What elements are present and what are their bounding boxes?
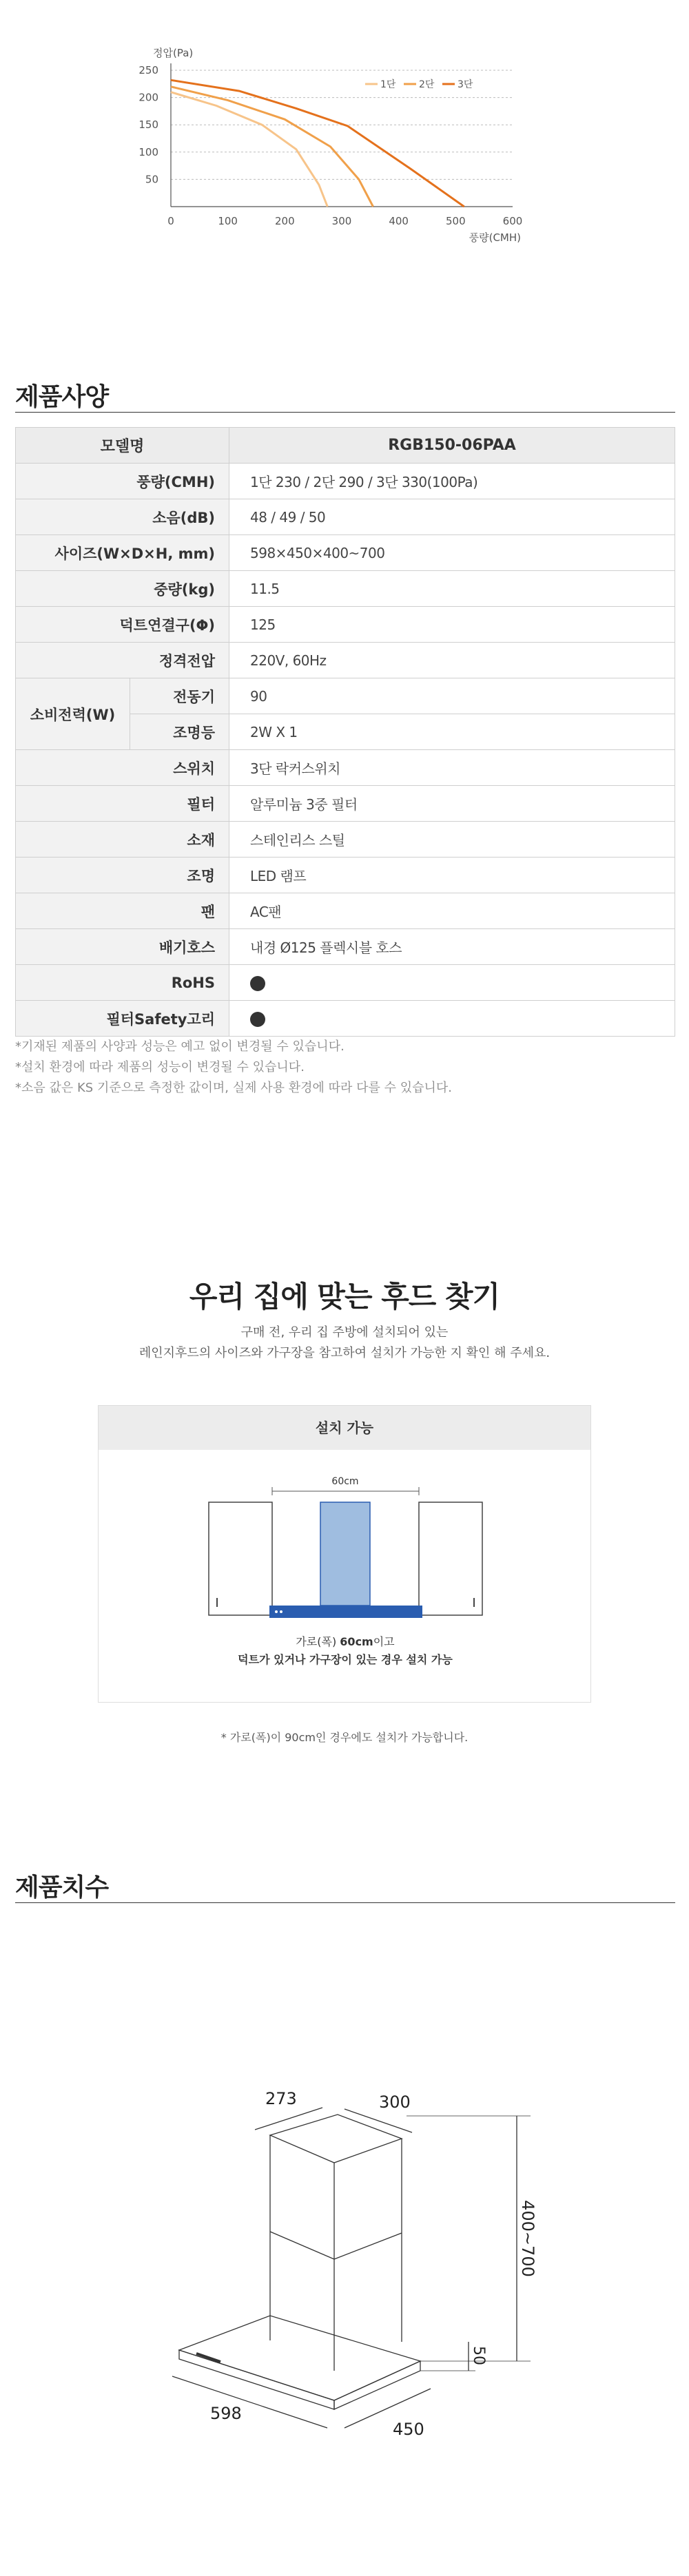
spec-label: 풍량(CMH)	[16, 464, 229, 499]
x-tick-label: 100	[218, 215, 238, 227]
series-line	[171, 80, 464, 207]
duct-cover	[320, 1502, 370, 1606]
y-axis-label: 정압(Pa)	[153, 47, 194, 59]
note-line: *소음 값은 KS 기준으로 측정한 값이며, 실제 사용 환경에 따라 다를 수 있습니다.	[15, 1081, 452, 1095]
spec-value: 48 / 49 / 50	[229, 499, 675, 535]
install-diagram	[99, 1450, 592, 1636]
spec-notes	[15, 1037, 452, 1099]
spec-value: 125	[229, 607, 675, 643]
rohs-label: RoHS	[16, 965, 229, 1001]
series-line	[171, 92, 327, 207]
caption-line-1	[99, 1633, 592, 1651]
canopy-side	[334, 2361, 420, 2409]
spec-value: 3단 락커스위치	[229, 750, 675, 786]
install-card	[98, 1405, 591, 1703]
x-tick-label: 600	[502, 215, 523, 227]
y-tick-label: 100	[138, 145, 158, 158]
filter-safety-value	[229, 1001, 675, 1037]
table-row	[16, 858, 675, 893]
find-note: * 가로(폭)이 90cm인 경우에도 설치가 가능합니다.	[220, 1731, 469, 1744]
filter-safety-label: 필터Safety고리	[16, 1001, 229, 1037]
spec-label: 팬	[16, 893, 229, 929]
x-tick-label: 200	[275, 215, 295, 227]
table-row	[16, 1001, 675, 1037]
spec-value: AC팬	[229, 893, 675, 929]
x-tick-label: 0	[167, 215, 174, 227]
canopy-top	[179, 2316, 420, 2400]
spec-divider	[15, 412, 675, 413]
table-row	[16, 535, 675, 571]
width-label: 60cm	[331, 1476, 359, 1487]
spec-label: 덕트연결구(Φ)	[16, 607, 229, 643]
spec-value: 11.5	[229, 571, 675, 607]
spec-value: 220V, 60Hz	[229, 643, 675, 678]
spec-label: 스위치	[16, 750, 229, 786]
table-row	[16, 750, 675, 786]
table-row	[16, 929, 675, 965]
x-axis-label: 풍량(CMH)	[469, 231, 521, 244]
dim-width-label: 598	[210, 2404, 242, 2423]
caption-bold: 60cm	[340, 1635, 373, 1648]
spec-label: 필터	[16, 786, 229, 822]
table-row	[16, 678, 675, 714]
canopy-front	[179, 2350, 334, 2409]
spec-label: 조명	[16, 858, 229, 893]
spec-label: 소음(dB)	[16, 499, 229, 535]
table-row	[16, 643, 675, 678]
spec-label: 사이즈(W×D×H, mm)	[16, 535, 229, 571]
chart-svg	[138, 34, 551, 255]
spec-value: 스테인리스 스틸	[229, 822, 675, 858]
y-tick-label: 50	[145, 173, 158, 186]
spec-label: 배기호스	[16, 929, 229, 965]
dimension-svg	[117, 2053, 558, 2493]
spec-label: 정격전압	[16, 643, 229, 678]
table-row	[16, 607, 675, 643]
table-row	[16, 571, 675, 607]
dimension-drawing	[117, 2053, 558, 2493]
cabinet-left	[209, 1502, 272, 1615]
spec-label: 소재	[16, 822, 229, 858]
spec-value: 598×450×400~700	[229, 535, 675, 571]
note-line: *기재된 제품의 사양과 성능은 예고 없이 변경될 수 있습니다.	[15, 1039, 344, 1054]
dim-273-label: 273	[265, 2089, 297, 2108]
legend-label: 2단	[419, 79, 435, 90]
legend-label: 3단	[457, 79, 473, 90]
chimney-joint	[270, 2232, 334, 2259]
install-card-title: 설치 가능	[99, 1406, 590, 1450]
fan-curve-chart	[138, 34, 551, 255]
hood-light-icon	[280, 1610, 282, 1613]
dim-300-label: 300	[379, 2092, 411, 2112]
legend-label: 1단	[380, 79, 396, 90]
dim-273-line	[255, 2108, 322, 2130]
hood-light-icon	[275, 1610, 278, 1613]
find-hood-title: 우리 집에 맞는 후드 찾기	[189, 1280, 500, 1313]
filled-circle-icon	[250, 1012, 265, 1027]
y-tick-label: 150	[138, 118, 158, 132]
table-row	[16, 786, 675, 822]
hood-body	[269, 1606, 422, 1618]
spec-value: 알루미늄 3중 필터	[229, 786, 675, 822]
power-group-label: 소비전력(W)	[16, 678, 130, 750]
spec-label: 중량(kg)	[16, 571, 229, 607]
spec-section-title: 제품사양	[15, 383, 109, 411]
x-tick-label: 500	[446, 215, 466, 227]
spec-value: 90	[229, 678, 675, 714]
dim-depth-label: 450	[393, 2420, 424, 2439]
table-row	[16, 428, 675, 464]
spec-table	[15, 427, 675, 1037]
model-label: 모델명	[16, 428, 229, 464]
table-row	[16, 965, 675, 1001]
x-tick-label: 400	[389, 215, 409, 227]
desc-line: 레인지후드의 사이즈와 가구장을 참고하여 설치가 가능한 지 확인 해 주세요.	[138, 1346, 551, 1360]
desc-line: 구매 전, 우리 집 주방에 설치되어 있는	[240, 1325, 449, 1340]
rohs-value	[229, 965, 675, 1001]
x-tick-label: 300	[331, 215, 352, 227]
table-row	[16, 893, 675, 929]
filled-circle-icon	[250, 976, 265, 991]
spec-value: LED 램프	[229, 858, 675, 893]
series-line	[171, 87, 373, 207]
dimensions-divider	[15, 1902, 675, 1903]
cabinet-right	[419, 1502, 482, 1615]
dim-width-line	[172, 2376, 327, 2428]
install-caption	[99, 1633, 592, 1669]
model-value: RGB150-06PAA	[229, 428, 675, 464]
caption-line-2: 덕트가 있거나 가구장이 있는 경우 설치 가능	[238, 1653, 453, 1666]
chimney-joint	[334, 2233, 402, 2259]
spec-value: 내경 Ø125 플렉시블 호스	[229, 929, 675, 965]
spec-label: 전동기	[130, 678, 229, 714]
find-hood-description	[0, 1322, 689, 1364]
dim-50-label: 50	[470, 2346, 487, 2365]
control-panel	[196, 2354, 220, 2362]
caption-suffix: 이고	[373, 1635, 395, 1648]
table-row	[16, 464, 675, 499]
y-tick-label: 250	[138, 64, 158, 76]
spec-value: 2W X 1	[229, 714, 675, 750]
dim-height-label: 400~700	[518, 2200, 537, 2277]
spec-label: 조명등	[130, 714, 229, 750]
y-tick-label: 200	[138, 91, 158, 104]
note-line: *설치 환경에 따라 제품의 성능이 변경될 수 있습니다.	[15, 1060, 305, 1074]
table-row	[16, 822, 675, 858]
spec-value: 1단 230 / 2단 290 / 3단 330(100Pa)	[229, 464, 675, 499]
dimensions-section-title: 제품치수	[15, 1873, 109, 1902]
table-row	[16, 499, 675, 535]
caption-prefix: 가로(폭)	[296, 1635, 340, 1648]
